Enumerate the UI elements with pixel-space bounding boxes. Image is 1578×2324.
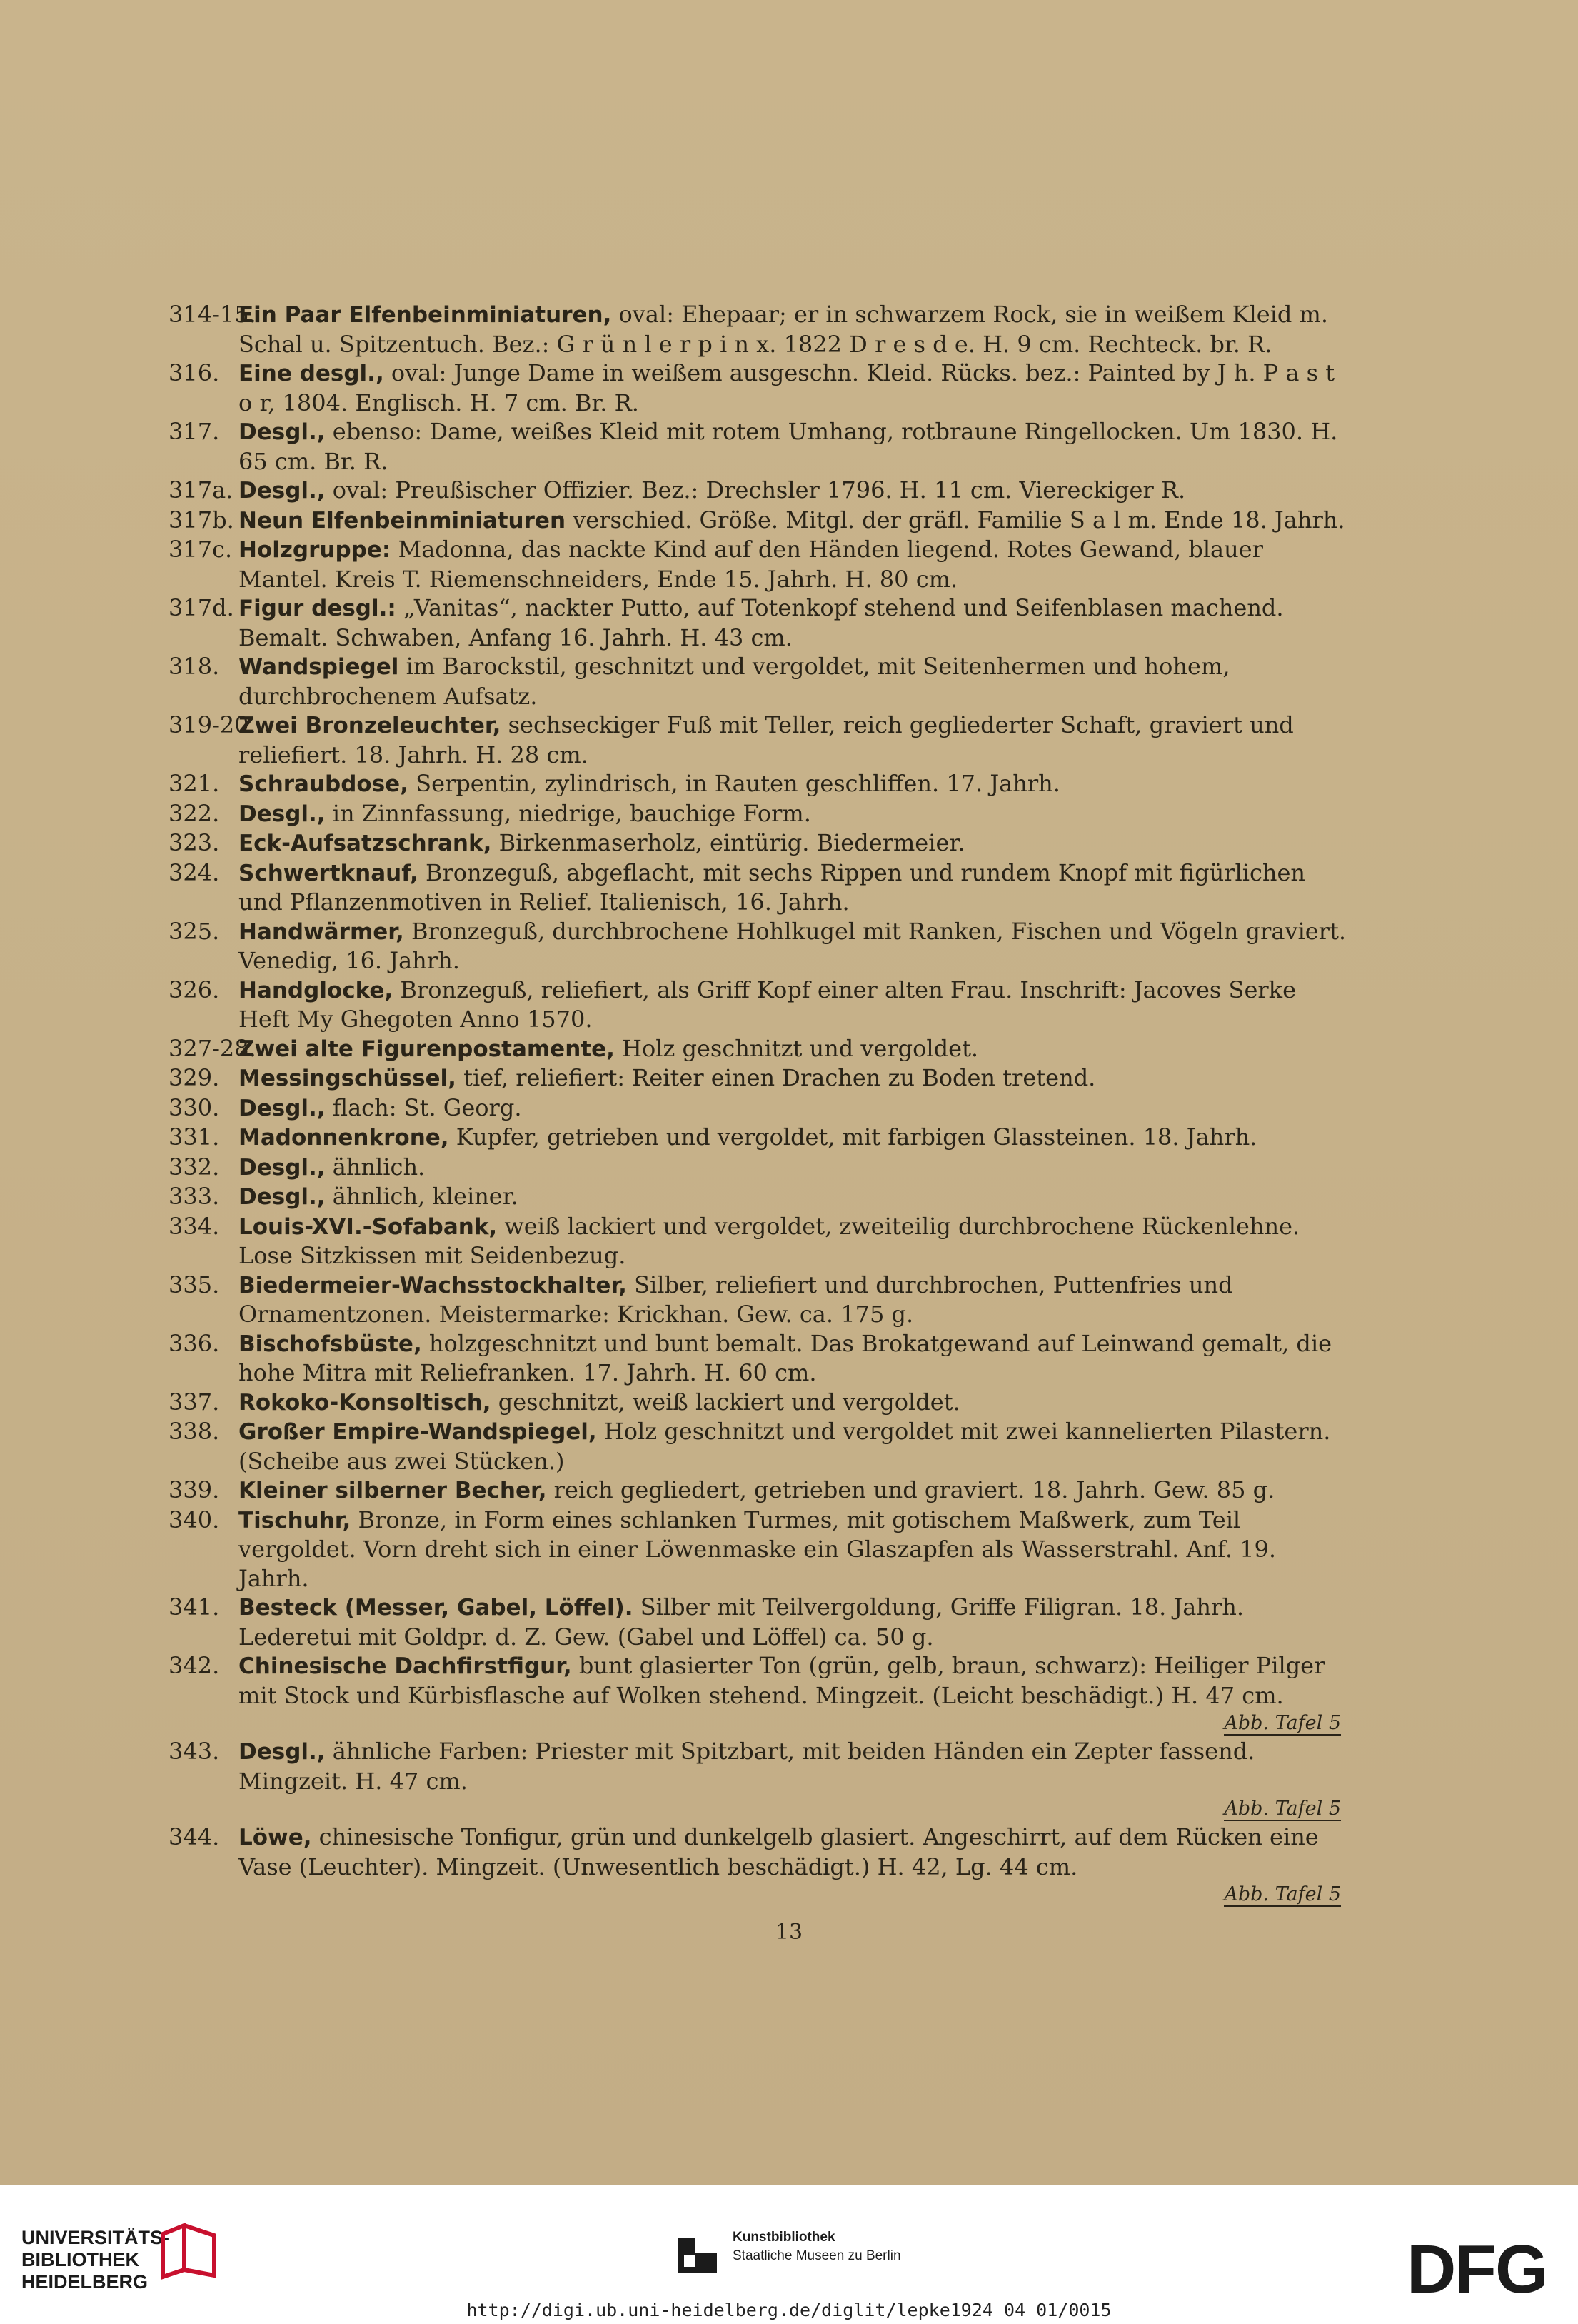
plate-reference-text: Abb. Tafel 5 [1224,1798,1341,1820]
entry-description: sechseckiger Fuß mit Teller, reich gegliederter Schaft, graviert und reliefiert. 18. Jahrh. H. 28 cm. [238,711,1294,768]
entry-number: 327-28. [169,1034,256,1062]
entry-number: 330. [169,1093,220,1121]
entry-number: 337. [169,1388,220,1416]
entry-description: Serpentin, zylindrisch, in Rauten geschliffen. 17. Jahrh. [408,770,1060,797]
entry-heading: Figur desgl.: [238,596,396,621]
catalog-entry [169,1034,1347,1064]
entry-heading: Desgl., [238,1154,326,1181]
entry-number: 331. [169,1123,220,1151]
kunstbibliothek-text [733,2228,901,2265]
catalog-entry [169,858,1347,917]
entry-description: flach: St. Georg. [325,1093,522,1121]
entry-description: tief, reliefiert: Reiter einen Drachen zu Boden tretend. [456,1064,1096,1091]
entry-heading: Kleiner silberner Becher, [238,1478,547,1503]
entry-number: 324. [169,858,220,886]
entry-number: 318. [169,653,220,680]
catalog-entry [169,976,1347,1034]
catalog-entry [169,506,1347,536]
catalog-entry [169,300,1347,359]
entry-heading: Handwärmer, [238,918,404,945]
entry-heading: Neun Elfenbeinminiaturen [238,507,566,534]
plate-reference-text: Abb. Tafel 5 [1224,1712,1341,1734]
entry-number: 321. [169,770,220,797]
entry-heading: Wandspiegel [238,654,399,680]
catalog-entry [169,1823,1347,1908]
entry-number: 338. [169,1418,220,1445]
catalog-entry [169,1063,1347,1093]
entry-description: weiß lackiert und vergoldet, zweiteilig durchbrochene Rückenlehne. Lose Sitzkissen mit Seidenbezug. [238,1212,1300,1269]
entry-description: ähnlich, kleiner. [325,1183,518,1210]
entry-number: 317. [169,418,220,445]
entry-heading: Desgl., [238,801,326,827]
entry-description: reich gegliedert, getrieben und graviert. 18. Jahrh. Gew. 85 g. [546,1476,1275,1503]
entry-description: Bronzeguß, abgeflacht, mit sechs Rippen und rundem Knopf mit figürlichen und Pflanzenmotiven in Relief. Italienisch, 16. Jahrh. [238,858,1306,916]
plate-reference-text: Abb. Tafel 5 [1224,1883,1341,1905]
entry-heading: Handglocke, [238,977,393,1003]
page-number: 13 [775,1920,803,1945]
permalink-url[interactable]: http://digi.ub.uni-heidelberg.de/diglit/lepke1924_04_01/0015 [466,2300,1112,2320]
entry-description: oval: Preußischer Offizier. Bez.: Drechsler 1796. H. 11 cm. Viereckiger R. [325,476,1186,504]
entry-heading: Desgl., [238,1739,326,1765]
entry-number: 317c. [169,536,233,563]
entry-description: verschied. Größe. Mitgl. der gräfl. Familie S a l m. Ende 18. Jahrh. [566,506,1345,534]
catalog-entry [169,1182,1347,1212]
catalog-entry [169,711,1347,769]
entry-heading: Desgl., [238,478,326,504]
entry-heading: Messingschüssel, [238,1066,456,1091]
entry-description: oval: Ehepaar; er in schwarzem Rock, sie in weißem Kleid m. Schal u. Spitzentuch. Bez.: G r ü n l e r p i n x. 1822 D r e s d e. H. 9 cm. Rechteck. br. R. [238,301,1329,358]
ub-red-mark-icon [156,2220,220,2284]
catalog-entries [169,300,1347,1908]
entry-number: 317a. [169,476,233,504]
entry-description: in Zinnfassung, niedrige, bauchige Form. [325,799,811,827]
dfg-logo[interactable]: DFG [1407,2231,1547,2308]
entry-number: 335. [169,1271,220,1298]
entry-description: im Barockstil, geschnitzt und vergoldet, mit Seitenhermen und hohem, durchbrochenem Aufsatz. [238,653,1230,710]
entry-number: 317b. [169,506,234,534]
entry-description: Kupfer, getrieben und vergoldet, mit farbigen Glassteinen. 18. Jahrh. [448,1123,1257,1151]
entry-heading: Schraubdose, [238,771,408,797]
catalog-entry [169,769,1347,799]
entry-heading: Desgl., [238,1095,326,1121]
catalog-entry [169,799,1347,829]
plate-reference [238,1710,1341,1737]
catalog-entry [169,1093,1347,1123]
ub-heidelberg-logo[interactable] [21,2227,169,2293]
catalog-entry [169,652,1347,711]
entry-number: 332. [169,1153,220,1181]
catalog-entry [169,359,1347,417]
entry-description: Birkenmaserholz, eintürig. Biedermeier. [491,829,965,856]
entry-heading: Löwe, [238,1825,312,1850]
entry-description: holzgeschnitzt und bunt bemalt. Das Brokatgewand auf Leinwand gemalt, die hohe Mitra mit Reliefranken. 17. Jahrh. H. 60 cm. [238,1329,1332,1386]
entry-description: „Vanitas“, nackter Putto, auf Totenkopf stehend und Seifenblasen machend. Bemalt. Schwaben, Anfang 16. Jahrh. H. 43 cm. [238,594,1284,651]
entry-number: 329. [169,1064,220,1091]
catalog-entry [169,1506,1347,1593]
entry-number: 343. [169,1738,220,1765]
catalog-entry [169,917,1347,976]
entry-heading: Biedermeier-Wachsstockhalter, [238,1272,627,1298]
entry-heading: Zwei alte Figurenpostamente, [238,1036,615,1062]
catalog-entry [169,1212,1347,1271]
entry-heading: Besteck (Messer, Gabel, Löffel). [238,1595,633,1621]
entry-heading: Zwei Bronzeleuchter, [238,713,501,738]
catalog-entry [169,1123,1347,1153]
entry-number: 344. [169,1823,220,1850]
entry-heading: Großer Empire-Wandspiegel, [238,1419,597,1445]
entry-heading: Holzgruppe: [238,537,391,563]
entry-description: ähnliche Farben: Priester mit Spitzbart, mit beiden Händen ein Zepter fassend. Mingzeit. H. 47 cm. [238,1738,1255,1795]
entry-heading: Rokoko-Konsoltisch, [238,1389,491,1416]
entry-number: 342. [169,1652,220,1679]
plate-reference [238,1881,1341,1908]
entry-heading: Ein Paar Elfenbeinminiaturen, [238,302,612,328]
entry-description: Holz geschnitzt und vergoldet mit zwei kannelierten Pilastern. (Scheibe aus zwei Stücken.) [238,1418,1331,1475]
entry-heading: Chinesische Dachfirstfigur, [238,1653,572,1679]
entry-heading: Eck-Aufsatzschrank, [238,831,492,856]
entry-description: ebenso: Dame, weißes Kleid mit rotem Umhang, rotbraune Ringellocken. Um 1830. H. 65 cm. Br. R. [238,418,1338,475]
entry-heading: Desgl., [238,1184,326,1210]
entry-heading: Eine desgl., [238,361,384,386]
kb-subtitle: Staatliche Museen zu Berlin [733,2248,901,2263]
ub-logo-line-1: UNIVERSITÄTS- [21,2227,170,2248]
catalog-entry [169,417,1347,476]
entry-number: 319-20. [169,711,256,738]
ub-logo-line-3: HEIDELBERG [21,2271,149,2293]
catalog-entry [169,1329,1347,1388]
entry-description: Silber, reliefiert und durchbrochen, Puttenfries und Ornamentzonen. Meistermarke: Krickhan. Gew. ca. 175 g. [238,1271,1233,1328]
entry-number: 317d. [169,594,234,621]
entry-number: 323. [169,829,220,856]
entry-heading: Desgl., [238,419,326,445]
ub-logo-line-2: BIBLIOTHEK [21,2249,139,2270]
entry-number: 314-15. [169,301,256,328]
kunstbibliothek-logo-icon [674,2234,721,2277]
entry-description: geschnitzt, weiß lackiert und vergoldet. [491,1388,960,1416]
entry-description: oval: Junge Dame in weißem ausgeschn. Kleid. Rücks. bez.: Painted by J h. P a s t o r, 1804. Englisch. H. 7 cm. Br. R. [238,359,1335,416]
catalog-entry [169,828,1347,858]
entry-number: 339. [169,1476,220,1503]
entry-heading: Schwertknauf, [238,860,418,886]
catalog-entry [169,1153,1347,1183]
catalog-entry [169,1737,1347,1823]
entry-description: Bronze, in Form eines schlanken Turmes, mit gotischem Maßwerk, zum Teil vergoldet. Vorn dreht sich in einer Löwenmaske ein Glaszapfen als Wasserstrahl. Anf. 19. Jahrh. [238,1506,1277,1592]
footer [0,2185,1578,2324]
entry-number: 334. [169,1212,220,1240]
entry-number: 333. [169,1183,220,1210]
entry-heading: Bischofsbüste, [238,1331,422,1357]
catalog-entry [169,476,1347,506]
entry-number: 340. [169,1506,220,1533]
entry-description: ähnlich. [325,1153,426,1181]
catalog-entry [169,1651,1347,1737]
entry-description: Bronzeguß, durchbrochene Hohlkugel mit Ranken, Fischen und Vögeln graviert. Venedig, 16. Jahrh. [238,917,1346,974]
entry-description: Madonna, das nackte Kind auf den Händen liegend. Rotes Gewand, blauer Mantel. Kreis T. Riemenschneiders, Ende 15. Jahrh. H. 80 cm. [238,536,1263,593]
entry-number: 322. [169,799,220,827]
entry-description: chinesische Tonfigur, grün und dunkelgelb glasiert. Angeschirrt, auf dem Rücken eine Vase (Leuchter). Mingzeit. (Unwesentlich beschädigt.) H. 42, Lg. 44 cm. [238,1823,1319,1880]
entry-number: 326. [169,976,220,1003]
entry-description: Silber mit Teilvergoldung, Griffe Filigran. 18. Jahrh. Lederetui mit Goldpr. d. Z. Gew. (Gabel und Löffel) ca. 50 g. [238,1593,1245,1651]
entry-number: 316. [169,359,220,386]
entry-description: Holz geschnitzt und vergoldet. [614,1034,979,1062]
entry-description: bunt glasierter Ton (grün, gelb, braun, schwarz): Heiliger Pilger mit Stock und Kürbisflasche auf Wolken stehend. Mingzeit. (Leicht beschädigt.) H. 47 cm. [238,1652,1325,1709]
entry-heading: Tischuhr, [238,1507,351,1533]
catalog-entry [169,1476,1347,1506]
kb-title: Kunstbibliothek [733,2230,835,2245]
plate-reference [238,1795,1341,1823]
entry-description: Bronzeguß, reliefiert, als Griff Kopf einer alten Frau. Inschrift: Jacoves Serke Heft My Ghegoten Anno 1570. [238,976,1296,1033]
entry-number: 336. [169,1329,220,1357]
entry-number: 341. [169,1593,220,1621]
catalog-entry [169,1593,1347,1651]
catalog-entry [169,1388,1347,1418]
catalog-entry [169,535,1347,593]
catalog-entry [169,1417,1347,1476]
catalog-entry [169,1271,1347,1329]
entry-heading: Madonnenkrone, [238,1125,449,1151]
entry-heading: Louis-XVI.-Sofabank, [238,1213,498,1240]
entry-number: 325. [169,917,220,945]
catalog-entry [169,593,1347,652]
